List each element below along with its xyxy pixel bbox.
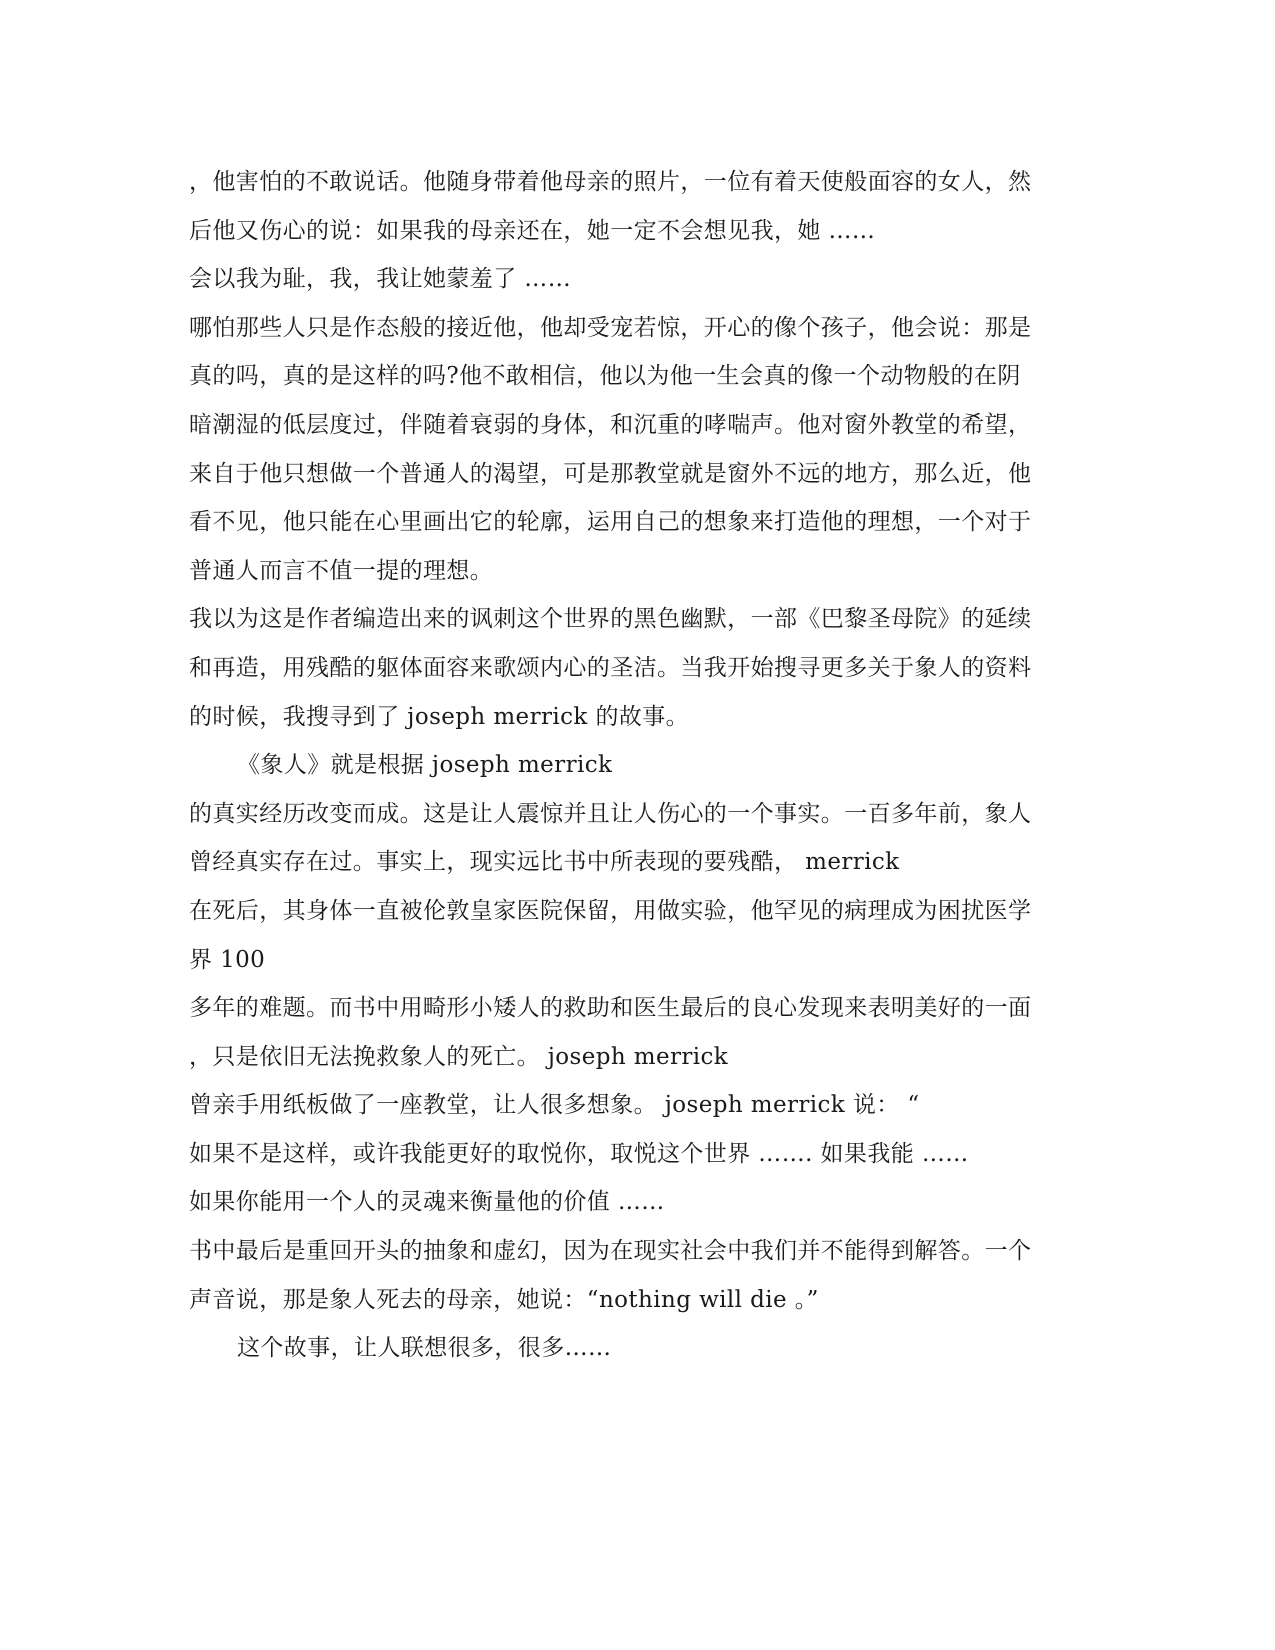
text-line: ，只是依旧无法挽救象人的死亡。 joseph merrick bbox=[189, 1043, 729, 1070]
text-line: 普通人而言不值一提的理想。 bbox=[189, 557, 494, 584]
text-line: 的时候，我搜寻到了 joseph merrick 的故事。 bbox=[189, 703, 690, 730]
text-line: 在死后，其身体一直被伦敦皇家医院保留，用做实验，他罕见的病理成为困扰医学 bbox=[189, 897, 1032, 924]
text-line: 声音说，那是象人死去的母亲，她说：“nothing will die 。” bbox=[189, 1286, 819, 1313]
text-line: 哪怕那些人只是作态般的接近他，他却受宠若惊，开心的像个孩子，他会说：那是 bbox=[189, 314, 1032, 341]
text-line: 如果你能用一个人的灵魂来衡量他的价值 …… bbox=[189, 1189, 665, 1216]
text-line: 《象人》就是根据 joseph merrick bbox=[237, 752, 613, 779]
text-line: 多年的难题。而书中用畸形小矮人的救助和医生最后的良心发现来表明美好的一面 bbox=[189, 995, 1032, 1022]
text-line: 我以为这是作者编造出来的讽刺这个世界的黑色幽默，一部《巴黎圣母院》的延续 bbox=[189, 606, 1032, 633]
text-line: 曾亲手用纸板做了一座教堂，让人很多想象。 joseph merrick 说： “ bbox=[189, 1092, 920, 1119]
text-line: 这个故事，让人联想很多，很多…… bbox=[237, 1335, 612, 1362]
text-line: 和再造，用残酷的躯体面容来歌颂内心的圣洁。当我开始搜寻更多关于象人的资料 bbox=[189, 654, 1032, 681]
text-line: 来自于他只想做一个普通人的渴望，可是那教堂就是窗外不远的地方，那么近，他 bbox=[189, 460, 1032, 487]
text-line: 书中最后是重回开头的抽象和虚幻，因为在现实社会中我们并不能得到解答。一个 bbox=[189, 1238, 1032, 1265]
text-line: 会以我为耻，我，我让她蒙羞了 …… bbox=[189, 266, 572, 293]
text-line: 曾经真实存在过。事实上，现实远比书中所表现的要残酷， merrick bbox=[189, 849, 900, 876]
text-line: 看不见，他只能在心里画出它的轮廓，运用自己的想象来打造他的理想，一个对于 bbox=[189, 509, 1032, 536]
text-line: 的真实经历改变而成。这是让人震惊并且让人伤心的一个事实。一百多年前，象人 bbox=[189, 800, 1032, 827]
text-line: 如果不是这样，或许我能更好的取悦你，取悦这个世界 ……. 如果我能 …… bbox=[189, 1140, 969, 1167]
body-text bbox=[189, 158, 1089, 1373]
text-line: 暗潮湿的低层度过，伴随着衰弱的身体，和沉重的哮喘声。他对窗外教堂的希望， bbox=[189, 411, 1032, 438]
text-line: ，他害怕的不敢说话。他随身带着他母亲的照片，一位有着天使般面容的女人，然 bbox=[189, 169, 1032, 195]
text-line: 真的吗，真的是这样的吗?他不敢相信，他以为他一生会真的像一个动物般的在阴 bbox=[189, 363, 1021, 390]
text-line: 界 100 bbox=[189, 946, 266, 973]
text-line: 后他又伤心的说：如果我的母亲还在，她一定不会想见我，她 …… bbox=[189, 217, 876, 244]
